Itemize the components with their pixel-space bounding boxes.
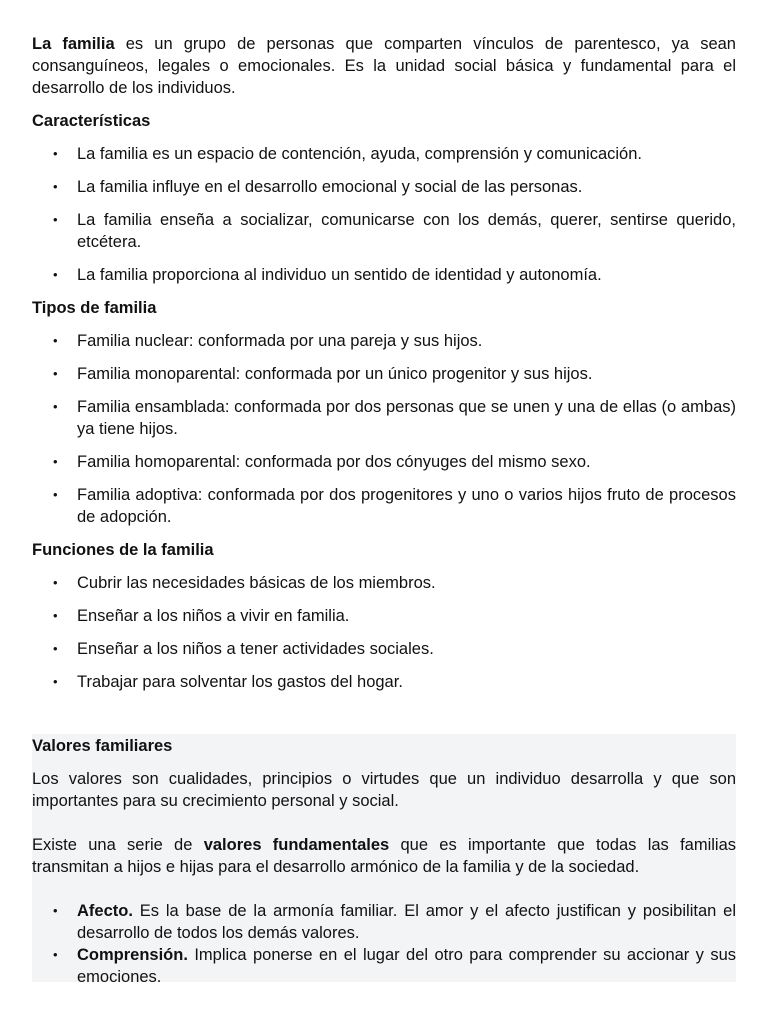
valores-paragraph-1: Los valores son cualidades, principios o virtudes que un individuo desarrolla y que son importantes para su crecimiento personal y social. (32, 770, 736, 810)
list-item: • Enseñar a los niños a tener actividades sociales. (32, 638, 736, 660)
list-item: • Familia nuclear: conformada por una pareja y sus hijos. (32, 330, 736, 352)
list-item: • La familia enseña a socializar, comunicarse con los demás, querer, sentirse querido, etcétera. (32, 209, 736, 253)
list-item (32, 944, 736, 988)
list-funciones (32, 572, 736, 693)
list-item: • Enseñar a los niños a vivir en familia. (32, 605, 736, 627)
list-item: • La familia influye en el desarrollo emocional y social de las personas. (32, 176, 736, 198)
list-tipos (32, 330, 736, 528)
valor-bold: Comprensión. (77, 946, 188, 964)
list-item: • Familia monoparental: conformada por un único progenitor y sus hijos. (32, 363, 736, 385)
intro-bold: La familia (32, 35, 115, 53)
valores-section (32, 734, 736, 986)
valores-paragraph-2 (32, 834, 736, 878)
list-valores (32, 900, 736, 988)
p2-pre: Existe una serie de (32, 836, 204, 854)
heading-funciones: Funciones de la familia (32, 541, 214, 559)
valor-text: Implica ponerse en el lugar del otro para comprender su accionar y sus emociones. (77, 946, 736, 986)
intro-paragraph (32, 33, 736, 99)
valor-bold: Afecto. (77, 902, 133, 920)
list-item (32, 900, 736, 944)
p2-post: que es importante que todas las familias transmitan a hijos e hijas para el desarrollo armónico de la familia y de la sociedad. (32, 836, 736, 876)
list-item: • Trabajar para solventar los gastos del hogar. (32, 671, 736, 693)
heading-valores: Valores familiares (32, 737, 173, 755)
list-item: • Cubrir las necesidades básicas de los miembros. (32, 572, 736, 594)
heading-caracteristicas: Características (32, 112, 151, 130)
list-caracteristicas (32, 143, 736, 286)
heading-tipos: Tipos de familia (32, 299, 157, 317)
list-item: • La familia es un espacio de contención, ayuda, comprensión y comunicación. (32, 143, 736, 165)
p2-bold: valores fundamentales (203, 836, 390, 854)
document-body (32, 33, 736, 704)
intro-text: es un grupo de personas que comparten vínculos de parentesco, ya sean consanguíneos, legales o emocionales. Es la unidad social básica y fundamental para el desarrollo de los individuos. (32, 35, 736, 97)
list-item: • Familia ensamblada: conformada por dos personas que se unen y una de ellas (o ambas) ya tiene hijos. (32, 396, 736, 440)
list-item: • Familia homoparental: conformada por dos cónyuges del mismo sexo. (32, 451, 736, 473)
list-item: • Familia adoptiva: conformada por dos progenitores y uno o varios hijos fruto de procesos de adopción. (32, 484, 736, 528)
valor-text: Es la base de la armonía familiar. El amor y el afecto justifican y posibilitan el desarrollo de todos los demás valores. (77, 902, 736, 942)
list-item: • La familia proporciona al individuo un sentido de identidad y autonomía. (32, 264, 736, 286)
